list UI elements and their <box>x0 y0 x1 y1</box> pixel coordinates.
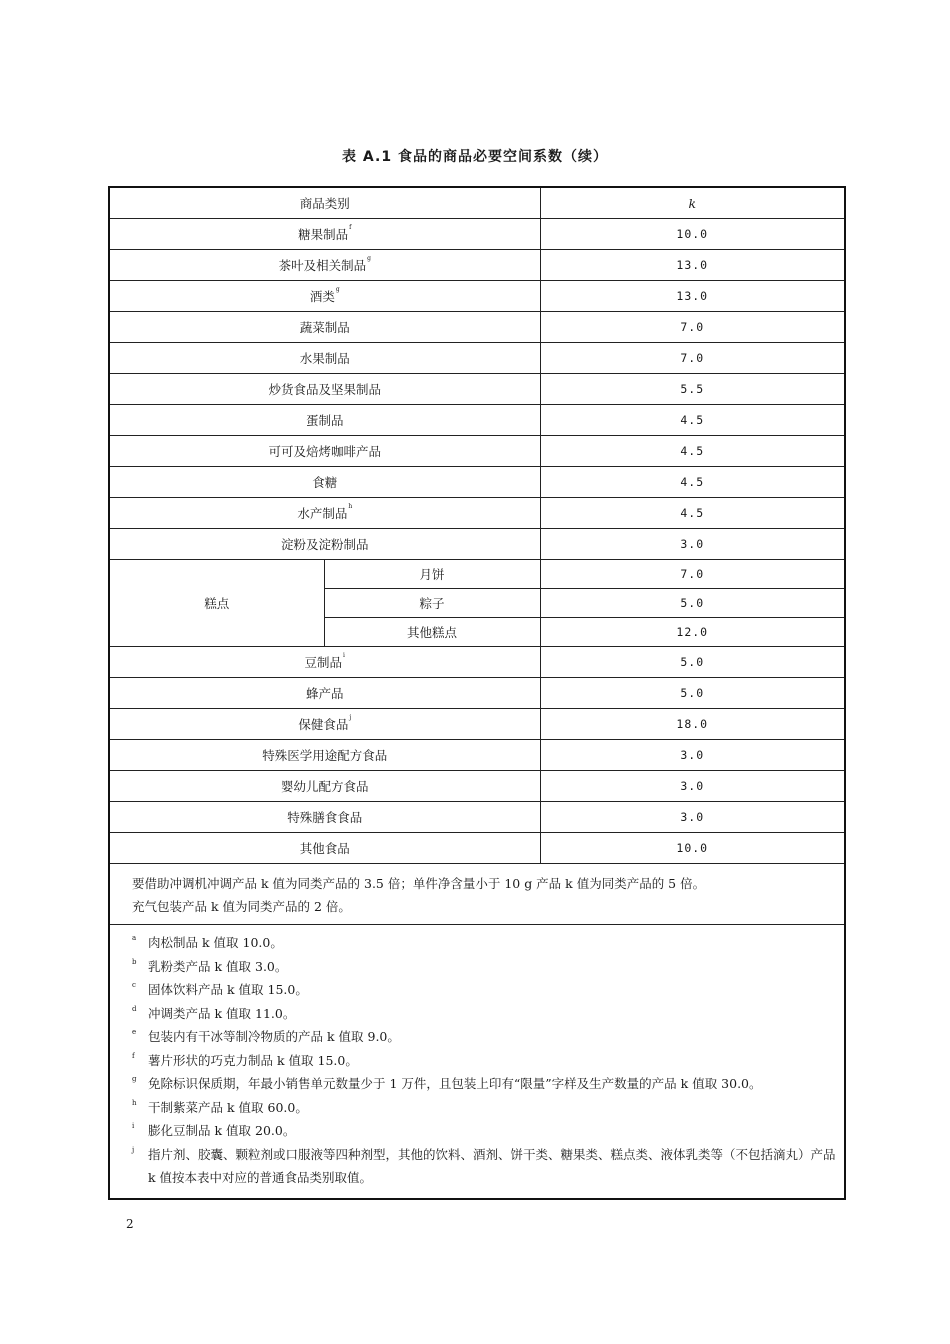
k-value: 10.0 <box>540 833 845 864</box>
table-row <box>109 374 845 405</box>
footnote-text: 固体饮料产品 k 值取 15.0。 <box>148 982 308 997</box>
table-title: 表 A.1 食品的商品必要空间系数（续） <box>342 149 608 165</box>
category-name: 特殊医学用途配方食品 <box>262 748 388 763</box>
category-name: 炒货食品及坚果制品 <box>268 382 382 397</box>
category-name: 蛋制品 <box>306 413 344 428</box>
category-name: 茶叶及相关制品 <box>278 258 367 273</box>
k-value: 4.5 <box>540 436 845 467</box>
category-name: 保健食品 <box>298 717 349 732</box>
category-cell <box>109 709 540 740</box>
table-row <box>109 529 845 560</box>
category-cell <box>109 771 540 802</box>
category-name: 蜂产品 <box>306 686 344 701</box>
space-coefficient-table <box>108 186 846 1200</box>
category-cell <box>109 250 540 281</box>
group-cell: 糕点 <box>109 560 324 647</box>
subcategory-name: 其他糕点 <box>324 618 540 647</box>
table-row <box>109 498 845 529</box>
category-cell <box>109 219 540 250</box>
table-row <box>109 405 845 436</box>
k-value: 3.0 <box>540 529 845 560</box>
footnote-mark: a <box>132 934 137 942</box>
category-name: 特殊膳食食品 <box>287 810 363 825</box>
k-value: 7.0 <box>540 343 845 374</box>
footnote <box>132 1143 844 1190</box>
category-cell <box>109 678 540 709</box>
footnote-text: 肉松制品 k 值取 10.0。 <box>148 935 283 950</box>
k-value: 7.0 <box>540 312 845 343</box>
category-cell <box>109 281 540 312</box>
footnote-text: 薯片形状的巧克力制品 k 值取 15.0。 <box>148 1052 358 1068</box>
footnote-text: 膨化豆制品 k 值取 20.0。 <box>148 1123 296 1138</box>
table-header-row <box>109 187 845 219</box>
k-value: 10.0 <box>540 219 845 250</box>
k-value: 18.0 <box>540 709 845 740</box>
note-line: 要借助冲调机冲调产品 k 值为同类产品的 3.5 倍；单件净含量小于 10 g 产品 k 值为同类产品的 5 倍。 <box>132 876 706 891</box>
table-row <box>109 802 845 833</box>
footnote-ref: i <box>343 652 345 659</box>
category-name: 婴幼儿配方食品 <box>281 779 369 794</box>
footnote-text: 免除标识保质期，年最小销售单元数量少于 1 万件，且包装上印有“限量”字样及生产数量的产品 k 值取 30.0。 <box>148 1076 762 1091</box>
k-value: 13.0 <box>540 281 845 312</box>
category-cell <box>109 647 540 678</box>
category-name: 蔬菜制品 <box>299 320 350 335</box>
k-value: 5.0 <box>540 647 845 678</box>
table-row <box>109 343 845 374</box>
k-value: 13.0 <box>540 250 845 281</box>
table-row <box>109 678 845 709</box>
header-k: k <box>540 187 845 219</box>
footnote <box>132 1096 844 1120</box>
k-value: 3.0 <box>540 740 845 771</box>
category-cell <box>109 374 540 405</box>
table-row <box>109 709 845 740</box>
k-value: 5.5 <box>540 374 845 405</box>
footnote-text: 指片剂、胶囊、颗粒剂或口服液等四种剂型，其他的饮料、酒剂、饼干类、糖果类、糕点类、液体乳类等（不包括滴丸）产品 k 值按本表中对应的普通食品类别取值。 <box>148 1146 836 1185</box>
footnote-mark: h <box>132 1098 137 1107</box>
footnotes-row <box>109 925 845 1199</box>
footnote-mark: d <box>132 1004 137 1013</box>
category-cell <box>109 529 540 560</box>
header-category: 商品类别 <box>109 187 540 219</box>
k-value: 12.0 <box>540 618 845 647</box>
footnote-ref: h <box>348 503 353 510</box>
footnote-mark: f <box>132 1051 135 1060</box>
category-cell <box>109 467 540 498</box>
category-cell <box>109 405 540 436</box>
note-line: 充气包装产品 k 值为同类产品的 2 倍。 <box>132 899 351 914</box>
footnote <box>132 1049 844 1073</box>
k-value: 7.0 <box>540 560 845 589</box>
k-value: 5.0 <box>540 589 845 618</box>
k-value: 3.0 <box>540 771 845 802</box>
category-cell <box>109 498 540 529</box>
footnote <box>132 1025 844 1049</box>
category-name: 淀粉及淀粉制品 <box>281 537 369 552</box>
footnote-text: 干制紫菜产品 k 值取 60.0。 <box>148 1099 308 1115</box>
table-row <box>109 833 845 864</box>
k-value: 4.5 <box>540 467 845 498</box>
category-name: 豆制品 <box>304 655 343 670</box>
category-name: 食糖 <box>312 475 338 490</box>
table-row <box>109 467 845 498</box>
table-row <box>109 281 845 312</box>
table-row <box>109 219 845 250</box>
footnote-mark: g <box>132 1075 137 1083</box>
category-cell <box>109 343 540 374</box>
table-row <box>109 250 845 281</box>
footnotes-cell <box>109 925 845 1199</box>
footnote <box>132 978 844 1002</box>
category-cell <box>109 740 540 771</box>
footnote-ref: f <box>349 224 352 231</box>
category-name: 糖果制品 <box>298 227 349 242</box>
category-cell <box>109 436 540 467</box>
category-cell <box>109 833 540 864</box>
footnote-ref: g <box>367 255 371 262</box>
footnote <box>132 955 844 979</box>
k-value: 5.0 <box>540 678 845 709</box>
page-number: 2 <box>126 1217 134 1231</box>
subcategory-name: 月饼 <box>324 560 540 589</box>
table-row <box>109 740 845 771</box>
table-row <box>109 560 845 589</box>
category-cell <box>109 802 540 833</box>
k-value: 3.0 <box>540 802 845 833</box>
table-row <box>109 647 845 678</box>
category-cell <box>109 312 540 343</box>
footnote-mark: j <box>132 1145 135 1154</box>
category-name: 水果制品 <box>299 351 350 366</box>
k-value: 4.5 <box>540 405 845 436</box>
notes-row <box>109 864 845 925</box>
subcategory-name: 粽子 <box>324 589 540 618</box>
k-value: 4.5 <box>540 498 845 529</box>
footnote <box>132 1072 844 1096</box>
category-name: 其他食品 <box>299 841 350 856</box>
footnote <box>132 1119 844 1143</box>
category-name: 可可及焙烤咖啡产品 <box>268 444 382 459</box>
footnote-mark: e <box>132 1028 137 1036</box>
footnote-mark: i <box>132 1122 135 1130</box>
category-name: 水产制品 <box>297 506 348 521</box>
footnote-text: 乳粉类产品 k 值取 3.0。 <box>148 958 288 974</box>
table-row <box>109 312 845 343</box>
footnote-ref: g <box>335 286 340 293</box>
footnote-mark: c <box>132 981 136 989</box>
table-row <box>109 436 845 467</box>
footnote <box>132 1002 844 1026</box>
notes-cell <box>109 864 845 925</box>
category-name: 酒类 <box>309 289 335 304</box>
table-row <box>109 771 845 802</box>
footnote <box>132 931 844 955</box>
footnote-text: 包装内有干冰等制冷物质的产品 k 值取 9.0。 <box>148 1029 400 1044</box>
footnote-mark: b <box>132 957 137 966</box>
footnote-ref: j <box>349 714 352 721</box>
footnote-text: 冲调类产品 k 值取 11.0。 <box>148 1005 296 1021</box>
